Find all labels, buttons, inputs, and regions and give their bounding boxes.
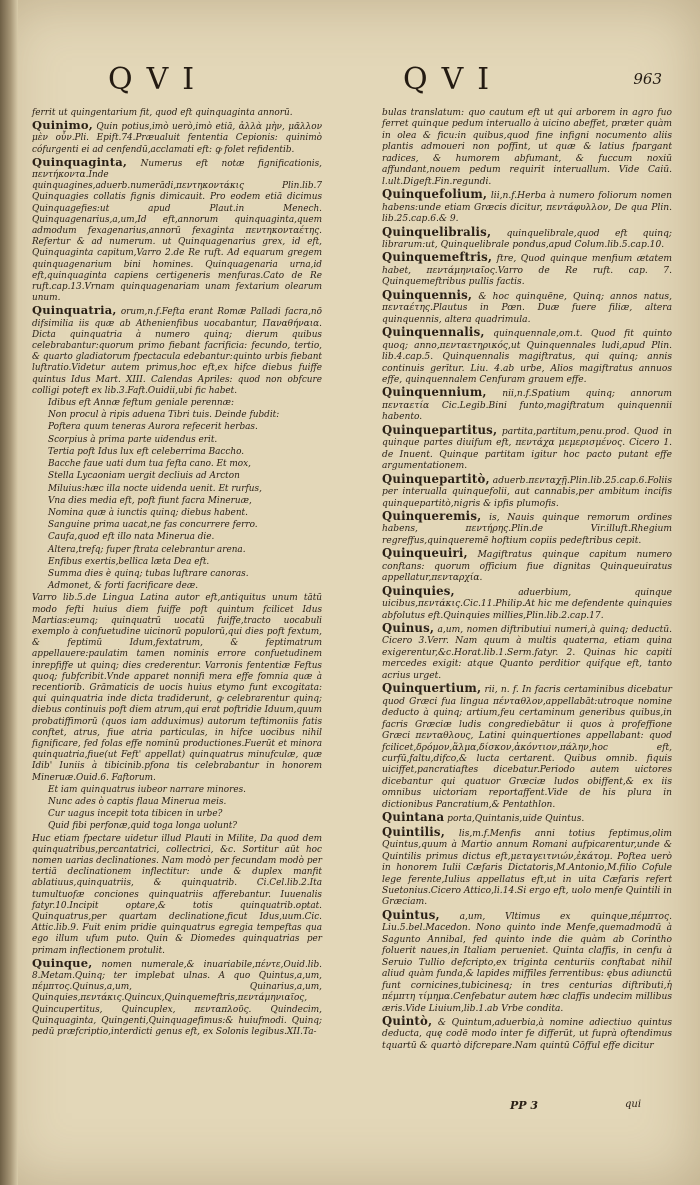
dictionary-entry	[382, 508, 672, 547]
entry-text: is, Nauis quinque remorum ordines habens, πεντήρης.Plin.de Vir.illuft.Rhegium regreffus,quinqueremē hoftium copiis pedeftribus cepit.	[382, 512, 672, 546]
headword: Quinquepartitus,	[382, 422, 498, 437]
headword: Quinimo,	[32, 118, 93, 133]
verse-line	[32, 785, 322, 796]
entry-text: ftre, Quod quinque menfium ætatem habet, πεντάμηνιαῖος.Varro de Re ruft. cap. 7. Quinquemeftribus pullis factis.	[382, 254, 672, 288]
running-head-left: QVI	[108, 62, 209, 97]
dictionary-entry	[382, 287, 672, 326]
verse-line	[32, 471, 322, 482]
entry-text: partita,partitum,penu.prod. Quod in quinque partes diuifum eft, πεντάχα μεμερισμένος. Cicero 1. de Inuent. Quinque partitam igitur hoc pacto putant effe argumentationem.	[382, 426, 672, 472]
entry-text: Et iam quinquatrus iubeor narrare minores.	[48, 784, 246, 795]
headword: Quintus,	[382, 907, 440, 922]
entry-text: Admonet, & forti facrificare deæ.	[48, 581, 199, 592]
catchword: qui	[625, 1099, 642, 1110]
entry-text: Non procul à ripis aduena Tibri tuis. Deinde fubdit:	[48, 410, 280, 421]
dictionary-entry	[382, 224, 672, 252]
entry-text: Tertia poft Idus lux eft celeberrima Baccho.	[48, 446, 245, 457]
headword: Quinquaginta,	[32, 154, 128, 169]
entry-text: bulas translatum: quo cautum eft ut qui arborem in agro fuo ferret quinque pedum interuallo à uicino abeffet, præter quàm in olea & ficu:in quibus,quod fine infigni nocumento aliis plantis admoueri non poffint, ut quæ & latius fpargant radices, & humorem abfumant, & fuccum noxiū affundant,nouem pedum requirit interuallum. Vide Caiū. l.ult.Digeft.Fin.regundi.	[382, 108, 672, 187]
dictionary-entry	[32, 120, 322, 156]
entry-text: Quin potius,imò uerò,imò etiā, ἀλλὰ μὴν, μᾶλλον μὲν οὖν.Pli. Epift.74.Præualuit fententia Cepionis: quinimò cófurgenti ei ad cenfendū,acclamati eft: ꝙ folet refidentib.	[32, 122, 322, 155]
entry-text: Miluius:hæc illa nocte uidenda uenit. Et rurfus,	[48, 483, 262, 494]
headword: Quinquefolium,	[382, 187, 488, 202]
entry-text: lis,m.f.Menfis anni totius feptimus,olim Quintus,quum à Martio annum Romani aufpicarentur,unde & Quintilis primus dictus eft,μεταγειτνιών,ἑκάτομ. Poftea uerò in honorem Iulii Cæfaris Dictatoris,M.Antonio,M.filio Cofule lege ferente,Iulius appellatus eft,ut in uita Cæfaris refert Suetonius.Cicero Attico,li.14.Si ergo eft, uolo menfe Quintili in Græciam.	[382, 828, 672, 908]
entry-text: Stella Lycaoniam uergit decliuis ad Arcton	[48, 471, 240, 482]
entry-text: Bacche faue uati dum tua fefta cano. Et mox,	[48, 459, 251, 470]
headword: Quinque,	[32, 955, 93, 970]
headword: Quinus,	[382, 621, 435, 636]
entry-text: Varro lib.5.de Lingua Latina autor eft,antiquitus unum tātū modo fefti huius diem fuiffe poft quintum fcilicet Idus Martias:eumq; quinquatrū uocatū fuiffe,tracto uocabuli exemplo à confuetudine uicinorū populorū,qui dies poft fextum, & feptimū Idum,fextatrum, & feptimatrum appellauere:paulatim tamen nominis errore confuetudinem inrepfiffe ut quinq; dies crederentur. Varronis fententiæ Feftus quoq; fubfcribit.Vnde apparet nonnifi mera effe fomnia quæ à recentiorib. Grāmaticis de uocis huius etymo funt excogitata: qui quinquatria inde dicta tradiderunt, ꝙ celebrarentur quinq; diebus continuis poft diem atrum,qui erat poftridie Iduum,quum probatiffimorū (quos iam adduximus) autorum teftimoniis fatis conftet, atrus, fiue atria particulas, in hifce uocibus nihil fignificare, fed folas effe nominū productiones.Fuerūt et minora quinquatria,fiue(ut Feft' appellat) quinquatrus minufculæ, quæ Idib' Iuniis à tibicinib.pfona tis celebrabantur in honorem Mineruæ.Ouid.6. Faftorum.	[32, 593, 322, 783]
headword: Quinquelibralis,	[382, 224, 492, 239]
entry-text: Altera,trefq; fuper ftrata celebrantur arena.	[48, 544, 246, 555]
entry-text: Numerus eft notæ fignificationis, πεντήκοντα.Inde quinquagines,aduerb.numerādi,πεντηκοντάκις Plin.lib.7 Quinquagies collatis fignis dimicauit. Pro eodem etiā dicimus Quinquagefies:ut apud Plaut.in Menech. Quinquagenarius,a,um,Id eft,annorum quinquaginta,quem admodum fexagenarius,annorū fexaginta πεντηκονταέτης. Refertur & ad numerum. ut Quinquagenarius grex, id eft, Quinquaginta capitum,Varro 2.de Re ruft. Ad equarum gregem quinquagenarium bini homines. Quinquagenaria urna,id eft,quinquaginta capiens certigeneris menfuras.Cato de Re ruft.cap.13.Vrnam quinquagenariam unam fextarium olearum unum.	[32, 158, 322, 304]
headword: Quinquatria,	[32, 303, 117, 318]
signature-mark: PP 3	[510, 1099, 539, 1112]
headword: Quinquies,	[382, 583, 455, 598]
dictionary-entry	[382, 327, 672, 386]
verse-line	[32, 447, 322, 458]
dictionary-entry	[382, 422, 672, 473]
verse-line	[32, 496, 322, 507]
page-number: 963	[633, 70, 662, 88]
running-head-right: QVI	[403, 62, 504, 97]
entry-text: Nunc ades ò captis flaua Minerua meis.	[48, 796, 227, 807]
entry-text: Magiftratus quinque capitum numero conftans: quorum officium fiue dignitas Quinqueuiratus appellatur,πενταρχία.	[382, 550, 672, 584]
verse-line	[32, 557, 322, 568]
dictionary-entry	[382, 583, 672, 622]
entry-text: aduerb.πενταχῇ.Plin.lib.25.cap.6.Foliis per interualla quinquefolii, aut cannabis,per ambitum incifis quinquepartitò,nigris & ipfis plumofis.	[382, 475, 672, 509]
text-paragraph	[382, 108, 672, 188]
entry-text: a,um, nomen diftributiui numeri,à quinq; deductū. Cicero 3.Verr. Nam quum à multis quaterna, etiam quina exigerentur,&c.Horat.lib.1.Serm.fatyr. 2. Quinas hic capiti mercedes exigit: atque Quanto perditior quifque eft, tanto acrius urget.	[382, 625, 672, 681]
entry-text: orum,n.f.Fefta erant Romæ Palladi facra,nō difsimilia iis quæ ab Athenienfibus uocabantur, Παναθήναια. Dicta quinquatria à numero quinq; dierum quibus celebrabantur:quorum primo fiebant facrificia: fecundo, tertio, & quarto gladiatorum fpectacula edebantur:quinto urbis fiebant luftratio.Videtur autem primus,hoc eft,ex hifce diebus fuiffe quintus Idus Mart. XIII. Calendas Apriles: quod non obfcure colligi poteft ex lib.3.Faft.Ouidii,ubi fic habet.	[32, 307, 322, 396]
dictionary-entry	[32, 305, 322, 397]
entry-text: a,um, Vltimus ex quinque,πέμπτος. Liu.5.bel.Macedon. Nono quinto inde Menfe,quemadmodū à Sagunto Annibal, fed quinto inde die quàm ab Corintho foluerit naues,in Italiam perueniet. Quinta claffis, in cenfu à Seruio Tullio defcripto,ex triginta centuriis conftabat nihil aliud quàm funda,& lapides miffiles ferrentibus: ębus adiunctū funt cornicines,tubicinesq; in tres centurias diftributi,ἡ πέμπτη τίμημα.Cenfebatur autem hæc claffis undecim millibus æris.Vide Liuium,lib.1.ab Vrbe condita.	[382, 911, 672, 1014]
verse-line	[32, 459, 322, 470]
entry-text: Poftera quum teneras Aurora refecerit herbas.	[48, 422, 258, 433]
headword: Quinquennium,	[382, 385, 487, 400]
text-paragraph	[32, 593, 322, 783]
entry-text: nomen numerale,& inuariabile,πέντε,Ouid.lib. 8.Metam.Quinq; ter implebat ulnas. A quo Quintus,a,um, πέμπτος.Quinus,a,um, Quinarius,a,um, Quinquies,πεντάκις.Quincux,Quinquemeftris,πεντάμηνιαῖος, Quincupertitus, Quincuplex, πενταπλοῦς. Quindecim, Quinquaginta, Quingenti,Quinquagefimus:& huiufmodi. Quinq; pedū præfcriptio,interdicti genus eft, ex Solonis legibus.XII.Ta-	[32, 959, 322, 1038]
entry-text: quinquelibrale,quod eft quinq; librarum:ut, Quinquelibrale pondus,apud Colum.lib.5.cap.10.	[382, 228, 672, 250]
dictionary-entry	[382, 1013, 672, 1052]
verse-line	[32, 797, 322, 808]
verse-line	[32, 545, 322, 556]
headword: Quinquennis,	[382, 287, 473, 302]
dictionary-entry	[382, 907, 672, 1015]
headword: Quinqueuiri,	[382, 546, 468, 561]
entry-text: rii, n. f. In facris certaminibus dicebatur quod Græci fua lingua πένταθλον,appellabāt:utroque nomine deducto à quinq; artium,feu certaminum generibus quibus,in facris Græciæ ludis congrediebātur ii quos à profeffione Græci πενταθλους, Latini quinquertiones appellabant: quod fcilicet,δρόμον,ἅλμα,δίσκον,ἀκόντιον,πάλην,hoc eft, curfū,faltu,difco,& lucta certarent. Quibus omnib. fiquis uiciffet,pancratiaftes dicebatur.Periodo autem uictores dicebantur qui quatuor Græciæ ludos obiffent,& ex iis omnibus uictoriam reportaffent.Vide de his plura in dictionibus Pancratium,& Pentathlon.	[382, 685, 672, 810]
verse-line	[32, 508, 322, 519]
headword: Quinqueremis,	[382, 508, 482, 523]
entry-text: Sanguine prima uacat,ne fas concurrere ferro.	[48, 520, 258, 531]
dictionary-entry	[382, 189, 672, 225]
dictionary-entry	[32, 955, 322, 1038]
dictionary-entry	[382, 548, 672, 584]
dictionary-entry	[382, 387, 672, 423]
dictionary-entry	[382, 683, 672, 811]
dictionary-entry	[382, 812, 672, 825]
dictionary-entry	[382, 471, 672, 510]
verse-line	[32, 532, 322, 543]
entry-text: Huc etiam fpectare uidetur illud Plauti in Milite, Da quod dem quinquatribus,percantatrici, collectrici, &c. Sortitur aūt hoc nomen uarias declinationes. Nam modò per fecundam modò per tertiā declinationem inflectitur: unde & duplex manfit ablatiuus,quinquatriis, & quinquatrib. Ci.Cel.lib.2.Ita tumultuofæ conciones quinquatriis afferebantur. Iuuenalis fatyr.10.Incipit optare,& totis quinquatrib.optat. Quinquatrus,per quartam declinatione,ficut Idus,uum.Cic. Attic.lib.9. Fuit enim pridie quinquatrus egregia tempeftas qua ego illum ufum puto. Quin & Diomedes quinquatrias per primam inflectionem protulit.	[32, 833, 322, 956]
entry-text: Idibus eft Annæ feftum geniale perennæ:	[48, 398, 234, 409]
entry-text: & hoc quinquēne, Quinq; annos natus, πενταέτης.Plautus in Pœn. Duæ fuere filiæ, altera quinquennis, altera quadrimula.	[382, 291, 672, 325]
dictionary-entry	[32, 154, 322, 305]
headword: Quinquepartitò,	[382, 471, 490, 486]
binding-gutter	[0, 0, 18, 1185]
entry-text: quinquennale,om.t. Quod fit quinto quoq; anno,πενταετηρικός,ut Quinquennales ludi,apud Plin. lib.4.cap.5. Quinquennalis magiftratus, qui quinq; annis continuis gerītur. Liu. 4.ab urbe, Alios magiftratus annuos effe, quinquennalem Cenfuram grauem effe.	[382, 329, 672, 385]
entry-text: nii,n.f.Spatium quinq; annorum πενταετία Cic.Legib.Bini funto,magiftratum quinquennii habento.	[382, 389, 672, 423]
entry-text: Quid fibi perfonæ,quid toga longa uolunt?	[48, 821, 238, 832]
headword: Quinquertium,	[382, 681, 482, 696]
dictionary-entry	[382, 623, 672, 682]
verse-line	[32, 520, 322, 531]
verse-line	[32, 484, 322, 495]
entry-text: & Quintum,aduerbia,à nomine adiectiuo quintus deducta, quę codē modo inter fe differūt, ut fuprà oftendimus tquartū & quartò difcrepare.Nam quintū Cōfful effe dicitur	[382, 1017, 672, 1051]
entry-text: Enfibus exertis,bellica læta Dea eft.	[48, 556, 210, 567]
verse-line	[32, 422, 322, 433]
verse-line	[32, 398, 322, 409]
entry-text: porta,Quintanis,uide Quintus.	[447, 814, 585, 825]
dictionary-entry	[382, 824, 672, 909]
verse-line	[32, 809, 322, 820]
right-column	[382, 108, 672, 1053]
left-column	[32, 108, 322, 1039]
verse-line	[32, 410, 322, 421]
text-paragraph	[32, 834, 322, 957]
headword: Quintana	[382, 810, 445, 825]
entry-text: Scorpius à prima parte uidendus erit.	[48, 434, 218, 445]
dictionary-entry	[382, 252, 672, 288]
headword: Quinquemeftris,	[382, 250, 493, 265]
entry-text: Vna dies media eft, poft fiunt facra Mineruæ,	[48, 495, 252, 506]
entry-text: Caufa,quod eft illo nata Minerua die.	[48, 532, 215, 543]
entry-text: Nomina quæ à iunctis quinq; diebus habent.	[48, 507, 248, 518]
entry-text: aduerbium, quinque uicibus,πεντάκις.Cic.11.Philip.At hic me defendente quinquies abfolutus eft.Quinquies millies,Plin.lib.2.cap.17.	[382, 587, 672, 621]
entry-text: lii,n.f.Herba à numero foliorum nomen habens:unde etiam Græcis dicitur, πεντάφυλλον, De qua Plin. lib.25.cap.6.& 9.	[382, 191, 672, 225]
entry-text: ferrit ut quingentarium fit, quod eft quinquaginta annorū.	[32, 108, 293, 118]
entry-text: Summa dies è quinq; tubas luftrare canoras.	[48, 568, 249, 579]
verse-line	[32, 435, 322, 446]
headword: Quintò,	[382, 1013, 433, 1028]
headword: Quintilis,	[382, 824, 445, 839]
verse-line	[32, 821, 322, 832]
verse-line	[32, 581, 322, 592]
entry-text: Cur uagus incepit tota tibicen in urbe?	[48, 809, 223, 820]
verse-line	[32, 569, 322, 580]
headword: Quinquennalis,	[382, 325, 485, 340]
